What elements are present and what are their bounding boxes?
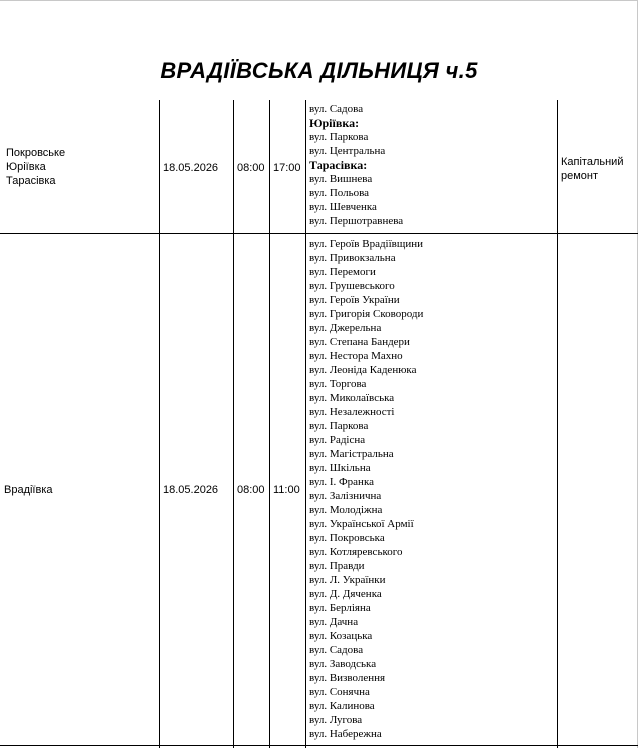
street-item: вул. Шевченка bbox=[309, 201, 377, 213]
column-border bbox=[305, 100, 306, 748]
street-item: вул. Паркова bbox=[309, 131, 369, 143]
date-cell: 18.05.2026 bbox=[163, 484, 219, 496]
street-item: вул. Калинова bbox=[309, 700, 375, 712]
streets-list bbox=[309, 102, 403, 228]
street-item: вул. Торгова bbox=[309, 378, 367, 390]
street-item: вул. Грушевського bbox=[309, 280, 395, 292]
settlement-name: Тарасівка bbox=[6, 175, 56, 187]
column-border bbox=[159, 100, 160, 748]
column-border bbox=[233, 100, 234, 748]
row-border bbox=[0, 745, 638, 746]
street-item: вул. Миколаївська bbox=[309, 392, 395, 404]
settlement-name: Юріївка bbox=[6, 161, 46, 173]
street-item: вул. Правди bbox=[309, 560, 365, 572]
street-item: вул. Нестора Махно bbox=[309, 350, 403, 362]
street-item: вул. Дачна bbox=[309, 616, 359, 628]
street-item: вул. Сонячна bbox=[309, 686, 370, 698]
settlement-name: Врадіївка bbox=[4, 484, 53, 496]
street-item: вул. Залізнична bbox=[309, 490, 382, 502]
street-item: вул. Вишнева bbox=[309, 173, 373, 185]
page-top-border bbox=[0, 0, 638, 1]
column-border bbox=[269, 100, 270, 748]
street-item: вул. Садова bbox=[309, 103, 364, 115]
streets-list bbox=[309, 237, 423, 741]
street-item: вул. Покровська bbox=[309, 532, 385, 544]
date-cell: 18.05.2026 bbox=[163, 162, 219, 174]
street-item: вул. Набережна bbox=[309, 728, 382, 740]
time-end-cell: 17:00 bbox=[273, 162, 301, 174]
time-start-cell: 08:00 bbox=[237, 484, 265, 496]
street-item: вул. Григорія Сковороди bbox=[309, 308, 424, 320]
street-item: вул. Лугова bbox=[309, 714, 363, 726]
street-item: вул. Котляревського bbox=[309, 546, 403, 558]
village-header: Юріївка: bbox=[309, 116, 360, 130]
street-item: вул. Козацька bbox=[309, 630, 373, 642]
street-item: вул. Д. Дяченка bbox=[309, 588, 382, 600]
street-item: вул. Паркова bbox=[309, 420, 369, 432]
street-item: вул. Першотравнева bbox=[309, 215, 404, 227]
street-item: вул. Молодіжна bbox=[309, 504, 383, 516]
street-item: вул. Магістральна bbox=[309, 448, 394, 460]
street-item: вул. Заводська bbox=[309, 658, 377, 670]
street-item: вул. І. Франка bbox=[309, 476, 375, 488]
note-cell: Капітальний ремонт bbox=[561, 156, 624, 182]
street-item: вул. Степана Бандери bbox=[309, 336, 410, 348]
street-item: вул. Польова bbox=[309, 187, 370, 199]
street-item: вул. Леоніда Каденюка bbox=[309, 364, 417, 376]
street-item: вул. Л. Українки bbox=[309, 574, 386, 586]
street-item: вул. Джерельна bbox=[309, 322, 382, 334]
street-item: вул. Перемоги bbox=[309, 266, 376, 278]
settlement-name: Покровське bbox=[6, 147, 66, 159]
settlement-cell bbox=[6, 146, 65, 188]
street-item: вул. Героїв Врадіївщини bbox=[309, 238, 423, 250]
settlement-cell bbox=[4, 483, 53, 497]
village-header: Тарасівка: bbox=[309, 158, 368, 172]
street-item: вул. Берліяна bbox=[309, 602, 371, 614]
street-item: вул. Незалежності bbox=[309, 406, 395, 418]
row-border bbox=[0, 233, 638, 234]
street-item: вул. Привокзальна bbox=[309, 252, 396, 264]
time-end-cell: 11:00 bbox=[273, 484, 300, 496]
street-item: вул. Садова bbox=[309, 644, 364, 656]
street-item: вул. Радісна bbox=[309, 434, 366, 446]
page-title: ВРАДІЇВСЬКА ДІЛЬНИЦЯ ч.5 bbox=[160, 58, 478, 83]
street-item: вул. Шкільна bbox=[309, 462, 371, 474]
street-item: вул. Визволення bbox=[309, 672, 386, 684]
column-border bbox=[557, 100, 558, 748]
street-item: вул. Центральна bbox=[309, 145, 386, 157]
street-item: вул. Української Армії bbox=[309, 518, 414, 530]
street-item: вул. Героїв України bbox=[309, 294, 400, 306]
time-start-cell: 08:00 bbox=[237, 162, 265, 174]
